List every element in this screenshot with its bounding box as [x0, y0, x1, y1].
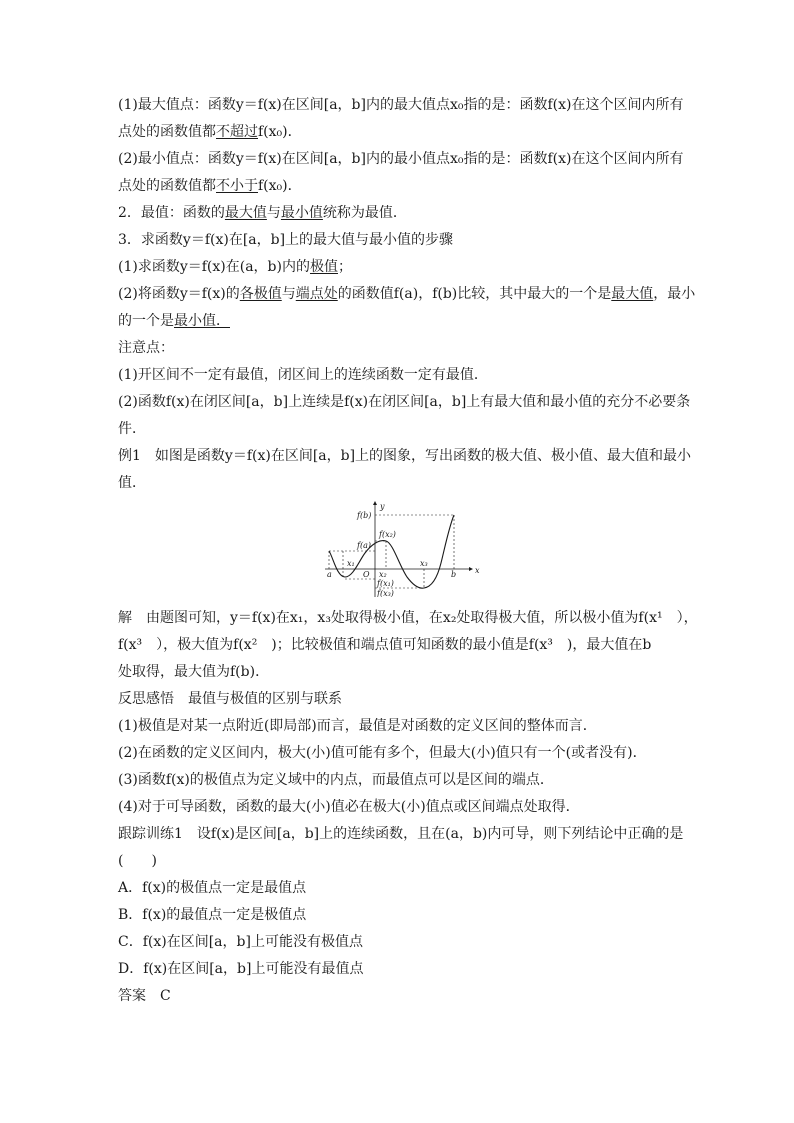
option-d: D．f(x)在区间[a，b]上可能没有最值点: [118, 961, 364, 977]
x-axis-arrow: [469, 567, 473, 571]
fx1-label: f(x₁): [377, 579, 394, 588]
note-1: (1)开区间不一定有最值，闭区间上的连续函数一定有最值．: [118, 367, 488, 383]
document-body: [118, 92, 698, 1010]
reflection-2: (2)在函数的定义区间内，极大(小)值可能有多个，但最大(小)值只有一个(或者没有)．: [118, 745, 647, 761]
paragraph-max-point-cont: 点处的函数值都不超过f(x₀)．: [118, 124, 302, 140]
paragraph-extremum-def: 2．最值：函数的最大值与最小值统称为最值．: [118, 205, 407, 221]
example-1: 例1 如图是函数y＝f(x)在区间[a，b]上的图象，写出函数的极大值、极小值、最大值和最小: [118, 448, 692, 464]
guide-lines: [329, 515, 457, 588]
option-c: C．f(x)在区间[a，b]上可能没有极值点: [118, 934, 363, 950]
fx3-label: f(x₃): [377, 589, 394, 597]
answer: 答案 C: [118, 988, 171, 1004]
solution-line-2: f(x³ ），极大值为f(x² )；比较极值和端点值可知函数的最小值是f(x³ )，最大值在b: [118, 637, 652, 653]
x1-label: x₁: [347, 559, 355, 568]
reflection-3: (3)函数f(x)的极值点为定义域中的内点，而最值点可以是区间的端点．: [118, 772, 554, 788]
paragraph-max-point: (1)最大值点：函数y＝f(x)在区间[a，b]内的最大值点x₀指的是：函数f(x)在这个区间内所有: [118, 97, 684, 113]
reflection-heading: 反思感悟 最值与极值的区别与联系: [118, 691, 342, 707]
paragraph-min-point-cont: 点处的函数值都不小于f(x₀)．: [118, 178, 302, 194]
option-a: A．f(x)的极值点一定是最值点: [118, 880, 307, 896]
note-heading: 注意点：: [118, 340, 174, 356]
b-label: b: [451, 570, 457, 579]
function-curve: [329, 515, 457, 588]
reflection-1: (1)极值是对某一点附近(即局部)而言，最值是对函数的定义区间的整体而言．: [118, 718, 597, 734]
reflection-4: (4)对于可导函数，函数的最大(小)值必在极大(小)值点或区间端点处取得．: [118, 799, 580, 815]
fx2-label: f(x₂): [379, 530, 396, 539]
fb-label: f(b): [357, 511, 372, 520]
practice-answer-blank: ( ): [118, 853, 157, 869]
paragraph-step-2: (2)将函数y＝f(x)的各极值与端点处的函数值f(a)，f(b)比较，其中最大的一个是最大值，最小: [118, 286, 696, 302]
paragraph-step-1: (1)求函数y＝f(x)在(a，b)内的极值；: [118, 259, 352, 275]
solution-line-1: 解 由题图可知，y＝f(x)在x₁，x₃处取得极小值，在x₂处取得极大值，所以极小值为f(x¹ ），: [118, 610, 698, 626]
fa-label: f(a): [357, 541, 371, 550]
example-1-cont: 值．: [118, 475, 146, 491]
paragraph-step-2-cont: 的一个是最小值．: [118, 313, 230, 329]
x-axis-label: x: [475, 566, 480, 575]
a-label: a: [327, 570, 332, 579]
paragraph-steps-title: 3．求函数y＝f(x)在[a，b]上的最大值与最小值的步骤: [118, 232, 454, 248]
practice-question: 跟踪训练1 设f(x)是区间[a，b]上的连续函数，且在(a，b)内可导，则下列结论中正确的是: [118, 826, 684, 842]
note-2: (2)函数f(x)在闭区间[a，b]上连续是f(x)在闭区间[a，b]上有最大值和最小值的充分不必要条: [118, 394, 691, 410]
paragraph-min-point: (2)最小值点：函数y＝f(x)在区间[a，b]内的最小值点x₀指的是：函数f(x)在这个区间内所有: [118, 151, 684, 167]
x2-label: x₂: [379, 570, 387, 579]
note-2-cont: 件．: [118, 421, 146, 437]
origin-label: O: [363, 570, 370, 579]
function-graph: [323, 501, 483, 597]
function-graph-figure: [118, 501, 694, 597]
solution-line-3: 处取得，最大值为f(b)．: [118, 664, 270, 680]
option-b: B．f(x)的最值点一定是极值点: [118, 907, 307, 923]
x3-label: x₃: [420, 559, 428, 568]
y-axis-arrow: [373, 501, 377, 505]
y-axis-label: y: [380, 502, 385, 511]
